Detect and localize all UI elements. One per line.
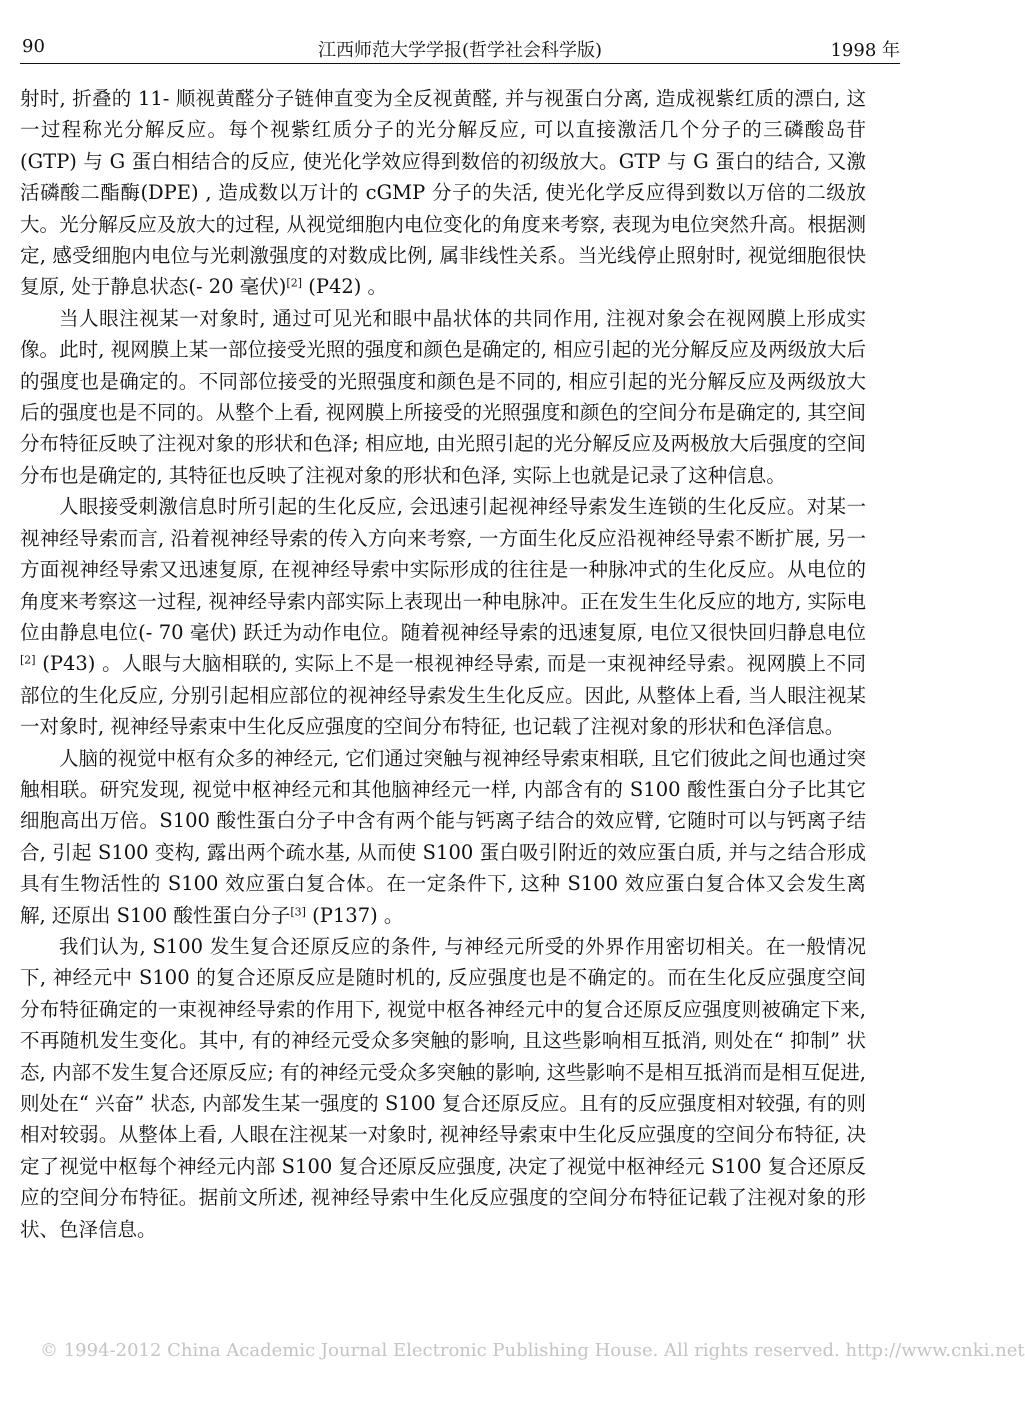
paragraph-3: 人眼接受刺激信息时所引起的生化反应, 会迅速引起视神经导索发生连锁的生化反应。对某一视神经导索而言, 沿着视神经导索的传入方向来考察, 一方面生化反应沿视神经导索不断扩展, 另一方面视神经导索又迅速复原, 在视神经导索中实际形成的往往是一种脉冲式的生化反应。从电位的角度来考察这一过程, 视神经导索内部实际上表现出一种电脉冲。正在发生生化反应的地方, 实际电位由静息电位(- 70 毫伏) 跃迁为动作电位。随着视神经导索的迅速复原, 电位又很快回归静息电位[2] (P43) 。人眼与大脑相联的, 实际上不是一根视神经导索, 而是一束视神经导索。视网膜上不同部位的生化反应, 分别引起相应部位的视神经导索发生生化反应。因此, 从整体上看, 当人眼注视某一对象时, 视神经导索束中生化反应强度的空间分布特征, 也记载了注视对象的形状和色泽信息。 [20, 495, 866, 739]
running-header [20, 30, 900, 64]
publication-year: 1998 年 [830, 40, 900, 61]
paragraph-4: 人脑的视觉中枢有众多的神经元, 它们通过突触与视神经导索束相联, 且它们彼此之间也通过突触相联。研究发现, 视觉中枢神经元和其他脑神经元一样, 内部含有的 S100 酸性蛋白分子比其它细胞高出万倍。S100 酸性蛋白分子中含有两个能与钙离子结合的效应臂, 它随时可以与钙离子结合, 引起 S100 变构, 露出两个疏水基, 从而使 S100 蛋白吸引附近的效应蛋白质, 并与之结合形成具有生物活性的 S100 效应蛋白复合体。在一定条件下, 这种 S100 效应蛋白复合体又会发生离解, 还原出 S100 酸性蛋白分子[3] (P137) 。 [20, 746, 866, 927]
copyright-footer: © 1994-2012 China Academic Journal Electronic Publishing House. All rights reserved. http://www.cnki.net [40, 1340, 1025, 1361]
page-number: 90 [22, 36, 45, 57]
paragraph-1: 射时, 折叠的 11- 顺视黄醛分子链伸直变为全反视黄醛, 并与视蛋白分离, 造成视紫红质的漂白, 这一过程称光分解反应。每个视紫红质分子的光分解反应, 可以直接激活几个分子的三磷酸岛苷(GTP) 与 G 蛋白相结合的反应, 使光化学效应得到数倍的初级放大。GTP 与 G 蛋白的结合, 又激活磷酸二酯酶(DPE) , 造成数以万计的 cGMP 分子的失活, 使光化学反应得到数以万倍的二级放大。光分解反应及放大的过程, 从视觉细胞内电位变化的角度来考察, 表现为电位突然升高。根据测定, 感受细胞内电位与光刺激强度的对数成比例, 属非线性关系。当光线停止照射时, 视觉细胞很快复原, 处于静息状态(- 20 毫伏)[2] (P42) 。 [20, 87, 866, 299]
article-body [20, 83, 866, 1245]
paragraph-2: 当人眼注视某一对象时, 通过可见光和眼中晶状体的共同作用, 注视对象会在视网膜上形成实像。此时, 视网膜上某一部位接受光照的强度和颜色是确定的, 相应引起的光分解反应及两级放大后的强度也是确定的。不同部位接受的光照强度和颜色是不同的, 相应引起的光分解反应及两级放大后的强度也是不同的。从整个上看, 视网膜上所接受的光照强度和颜色的空间分布是确定的, 其空间分布特征反映了注视对象的形状和色泽; 相应地, 由光照引起的光分解反应及两极放大后强度的空间分布也是确定的, 其特征也反映了注视对象的形状和色泽, 实际上也就是记录了这种信息。 [20, 306, 866, 487]
citation-ref[interactable]: [2] [286, 276, 303, 290]
header-rule [20, 63, 900, 64]
citation-ref[interactable]: [2] [20, 653, 36, 667]
citation-ref[interactable]: [3] [290, 904, 306, 918]
journal-title: 江西师范大学学报(哲学社会科学版) [317, 40, 603, 61]
paragraph-5: 我们认为, S100 发生复合还原反应的条件, 与神经元所受的外界作用密切相关。在一般情况下, 神经元中 S100 的复合还原反应是随时机的, 反应强度也是不确定的。而在生化反应强度空间分布特征确定的一束视神经导索的作用下, 视觉中枢各神经元中的复合还原反应强度则被确定下来, 不再随机发生变化。其中, 有的神经元受众多突触的影响, 且这些影响相互抵消, 则处在“ 抑制” 状态, 内部不发生复合还原反应; 有的神经元受众多突触的影响, 这些影响不是相互抵消而是相互促进, 则处在“ 兴奋” 状态, 内部发生某一强度的 S100 复合还原反应。且有的反应强度相对较强, 有的则相对较弱。从整体上看, 人眼在注视某一对象时, 视神经导索束中生化反应强度的空间分布特征, 决定了视觉中枢每个神经元内部 S100 复合还原反应强度, 决定了视觉中枢神经元 S100 复合还原反应的空间分布特征。据前文所述, 视神经导索中生化反应强度的空间分布特征记载了注视对象的形状、色泽信息。 [20, 934, 866, 1241]
